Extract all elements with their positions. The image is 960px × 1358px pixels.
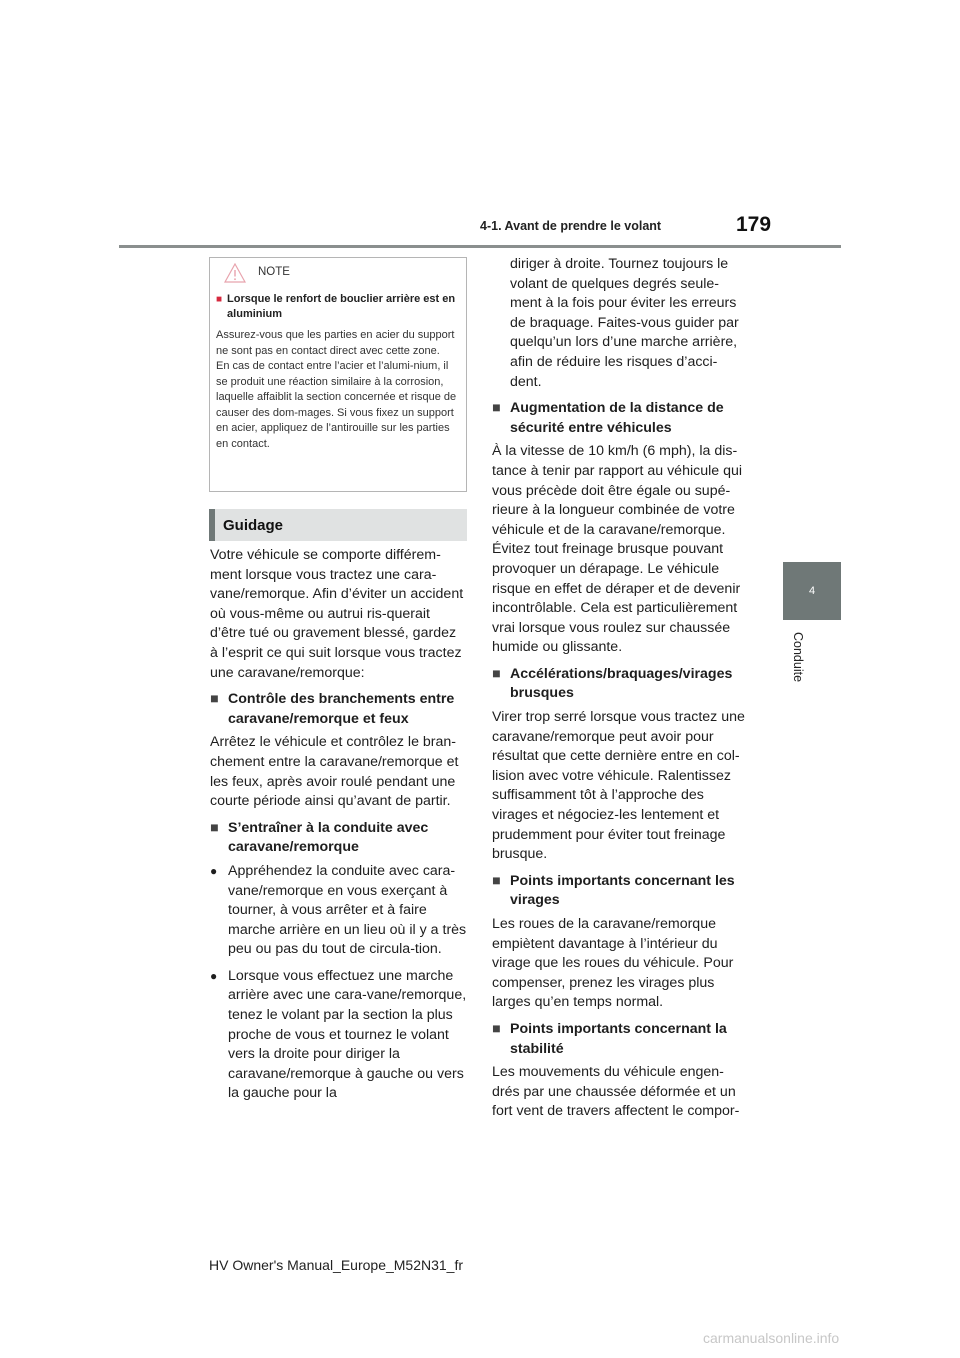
- page-number: 179: [736, 213, 772, 236]
- chapter-tab: [783, 562, 841, 620]
- chapter-label: Conduite: [791, 632, 805, 683]
- body-paragraph: Les roues de la caravane/remorque empiètent davantage à l’intérieur du virage que les roues du véhicule. Pour compenser, prenez les virages plus larges qu’en temps normal.: [492, 916, 734, 1011]
- body-paragraph: Les mouvements du véhicule engen-drés par une chaussée déformée et un fort vent de travers affectent le compor-: [492, 1064, 740, 1120]
- subheading: [210, 819, 467, 858]
- subheading: [492, 399, 748, 438]
- subheading-text: Points importants concernant les virages: [510, 872, 735, 909]
- square-bullet-icon: ■: [210, 691, 219, 708]
- subheading-text: Contrôle des branchements entre caravane/remorque et feux: [228, 691, 455, 727]
- continuation-paragraph: diriger à droite. Tournez toujours le volant de quelques degrés seule-ment à la fois pour éviter les erreurs de braquage. Faites-vous guider par quelqu’un lors d’une marche arrière, afin de réduire les risques d’acci-dent.: [510, 256, 739, 390]
- subheading-text: Points importants concernant la stabilité: [510, 1020, 727, 1057]
- square-bullet-icon: ■: [492, 1020, 501, 1037]
- bullet-item: [210, 967, 467, 1104]
- section-intro: Votre véhicule se comporte différem-ment lorsque vous tractez une cara-vane/remorque. Afin d’éviter un accident où vous-même ou autrui ris-querait d’être tué ou gravement blessé, gardez à l’esprit ce qui suit lorsque vous tractez une caravane/remorque:: [210, 547, 464, 681]
- right-column: [492, 255, 748, 1129]
- watermark-link[interactable]: carmanualsonline.info: [703, 1330, 840, 1346]
- note-subheading: [216, 292, 460, 322]
- header-rule: [119, 245, 841, 248]
- bullet-item: [210, 862, 467, 960]
- subheading-text: Augmentation de la distance de sécurité entre véhicules: [510, 400, 724, 436]
- body-paragraph: Virer trop serré lorsque vous tractez une caravane/remorque peut avoir pour résultat que cette dernière entre en col-lision avec votre véhicule. Ralentissez suffisamment tôt à l’approche des virages et négociez-les lentement et prudemment pour éviter tout freinage brusque.: [492, 709, 745, 863]
- note-title: NOTE: [258, 266, 290, 278]
- chapter-number: 4: [808, 585, 816, 597]
- subheading: [210, 690, 467, 729]
- note-paragraph: Assurez-vous que les parties en acier du support ne sont pas en contact direct avec cette zone.: [216, 329, 455, 357]
- body-paragraph: À la vitesse de 10 km/h (6 mph), la dis-tance à tenir par rapport au véhicule qui vous précède doit être égale ou supé-rieure à la longueur combinée de votre véhicule et de la caravane/remorque. Évitez tout freinage brusque pouvant provoquer un dérapage. Le véhicule risque en effet de déraper et de devenir incontrôlable. Cela est particulièrement vrai lorsque vous roulez sur chaussée humide ou glissante.: [492, 443, 743, 656]
- header-section-title: 4-1. Avant de prendre le volant: [480, 219, 662, 233]
- left-column: [210, 546, 467, 1111]
- bullet-dot-icon: ●: [210, 968, 218, 983]
- subheading-text: S’entraîner à la conduite avec caravane/remorque: [228, 819, 429, 856]
- note-paragraph: En cas de contact entre l’acier et l’alumi-nium, il se produit une réaction similaire à la corrosion, laquelle affaiblit la section concernée et risque de causer des dom-mages. Si vous fixez un support en acier, appliquez de l’antirouille sur les parties en contact.: [216, 360, 457, 450]
- note-box: [209, 257, 467, 492]
- bullet-dot-icon: ●: [210, 863, 218, 878]
- warning-icon: [224, 263, 246, 283]
- footer-text: HV Owner's Manual_Europe_M52N31_fr: [209, 1257, 464, 1273]
- square-bullet-icon: ■: [210, 819, 219, 836]
- subheading: [492, 1020, 748, 1059]
- square-bullet-icon: ■: [492, 665, 501, 682]
- section-heading: Guidage: [209, 509, 467, 541]
- square-bullet-icon: ■: [492, 400, 501, 417]
- note-header: [210, 258, 466, 292]
- subheading-text: Accélérations/braquages/virages brusques: [510, 665, 733, 702]
- bullet-text: Appréhendez la conduite avec cara-vane/remorque en vous exerçant à tourner, à vous arrêter et à faire marche arrière en un lieu où il y a très peu ou pas du tout de circula-tion.: [228, 862, 467, 958]
- subheading: [492, 665, 748, 704]
- square-bullet-icon: ■: [216, 294, 223, 305]
- bullet-text: Lorsque vous effectuez une marche arrière avec une cara-vane/remorque, tenez le volant par la section la plus proche de vous et tournez le volant vers la droite pour diriger la caravane/remorque à gauche ou vers la gauche pour la: [228, 967, 467, 1102]
- note-subheading-text: Lorsque le renfort de bouclier arrière est en aluminium: [227, 293, 456, 320]
- subheading: [492, 872, 748, 911]
- body-paragraph: Arrêtez le véhicule et contrôlez le bran-chement entre la caravane/remorque et les feux, après avoir roulé pendant une courte période ainsi qu’avant de partir.: [210, 734, 459, 810]
- square-bullet-icon: ■: [492, 872, 501, 889]
